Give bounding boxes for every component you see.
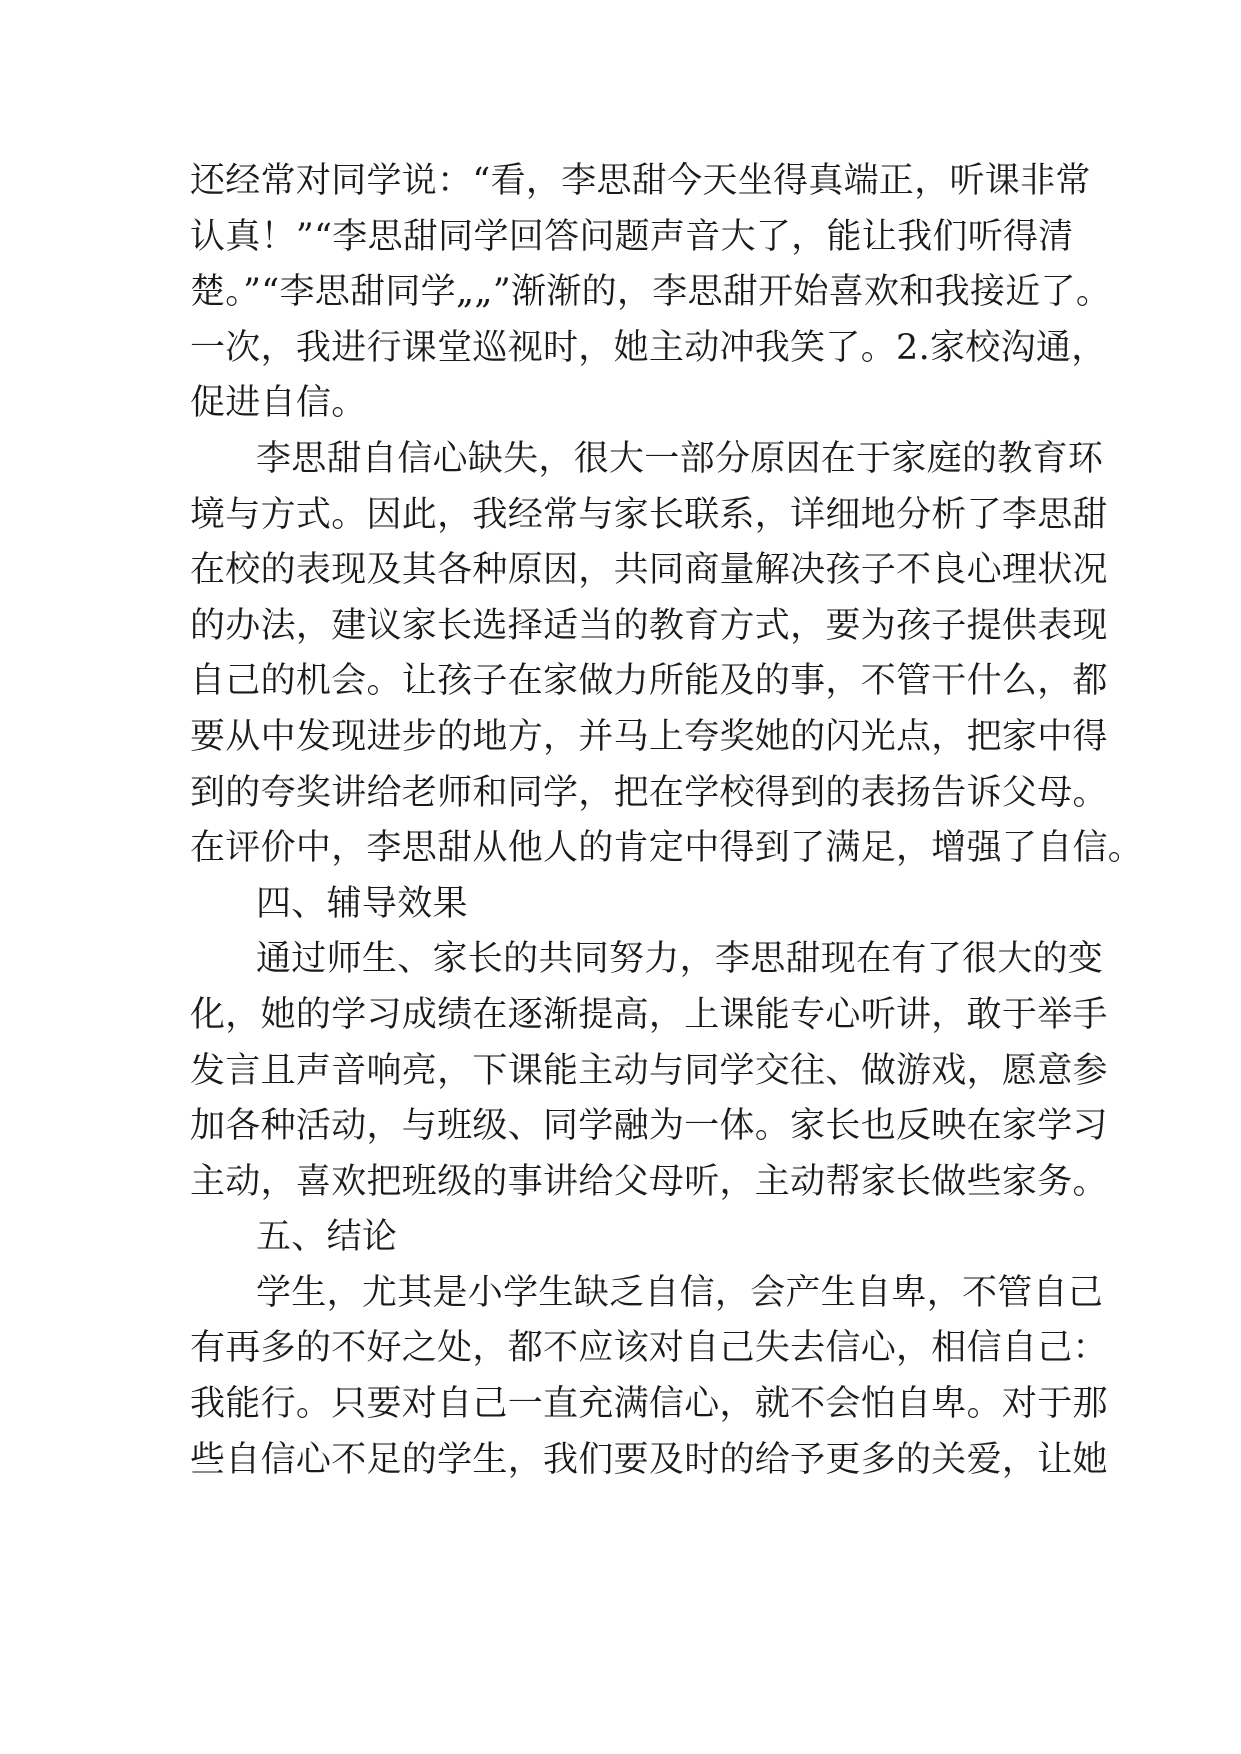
text-line: 促进自信。: [190, 383, 367, 424]
text-line: 主动，喜欢把班级的事讲给父母听，主动帮家长做些家务。: [190, 1161, 1108, 1202]
paragraph-2: [190, 432, 1144, 877]
text-line: 些自信心不足的学生，我们要及时的给予更多的关爱，让她: [190, 1439, 1108, 1480]
paragraph-3: [190, 932, 1108, 1210]
text-line: 认真！”“李思甜同学回答问题声音大了，能让我们听得清: [190, 216, 1074, 257]
section-heading-4: [190, 877, 1070, 933]
text-line: 发言且声音响亮，下课能主动与同学交往、做游戏，愿意参: [190, 1050, 1108, 1091]
text-line: 加各种活动，与班级、同学融为一体。家长也反映在家学习: [190, 1106, 1108, 1147]
text-line: 李思甜自信心缺失，很大一部分原因在于家庭的教育环: [256, 438, 1104, 479]
text-line: 境与方式。因此，我经常与家长联系，详细地分析了李思甜: [190, 494, 1108, 535]
text-line: 一次，我进行课堂巡视时，她主动冲我笑了。2.家校沟通，: [190, 327, 1107, 368]
section-heading: 四、辅导效果: [256, 883, 468, 924]
text-line: 自己的机会。让孩子在家做力所能及的事，不管干什么，都: [190, 661, 1108, 702]
document-body: [190, 154, 1144, 1488]
text-line: 还经常对同学说：“看，李思甜今天坐得真端正，听课非常: [190, 161, 1091, 201]
text-line: 楚。”“李思甜同学„„”渐渐的，李思甜开始喜欢和我接近了。: [190, 272, 1112, 313]
text-line: 学生，尤其是小学生缺乏自信，会产生自卑，不管自己: [256, 1272, 1104, 1313]
section-heading: 五、结论: [256, 1217, 398, 1258]
text-line: 有再多的不好之处，都不应该对自己失去信心，相信自己：: [190, 1328, 1108, 1369]
text-line: 在校的表现及其各种原因，共同商量解决孩子不良心理状况: [190, 550, 1108, 591]
text-line: 化，她的学习成绩在逐渐提高，上课能专心听讲，敢于举手: [190, 994, 1108, 1035]
section-heading-5: [190, 1210, 1070, 1266]
text-line: 要从中发现进步的地方，并马上夸奖她的闪光点，把家中得: [190, 716, 1108, 757]
paragraph-4: [190, 1266, 1108, 1488]
paragraph-1: [190, 154, 1112, 432]
text-line: 到的夸奖讲给老师和同学，把在学校得到的表扬告诉父母。: [190, 772, 1108, 813]
text-line: 通过师生、家长的共同努力，李思甜现在有了很大的变: [256, 939, 1104, 980]
text-line: 的办法，建议家长选择适当的教育方式，要为孩子提供表现: [190, 605, 1108, 646]
text-line: 我能行。只要对自己一直充满信心，就不会怕自卑。对于那: [190, 1384, 1108, 1425]
text-line: 在评价中，李思甜从他人的肯定中得到了满足，增强了自信。: [190, 828, 1144, 869]
